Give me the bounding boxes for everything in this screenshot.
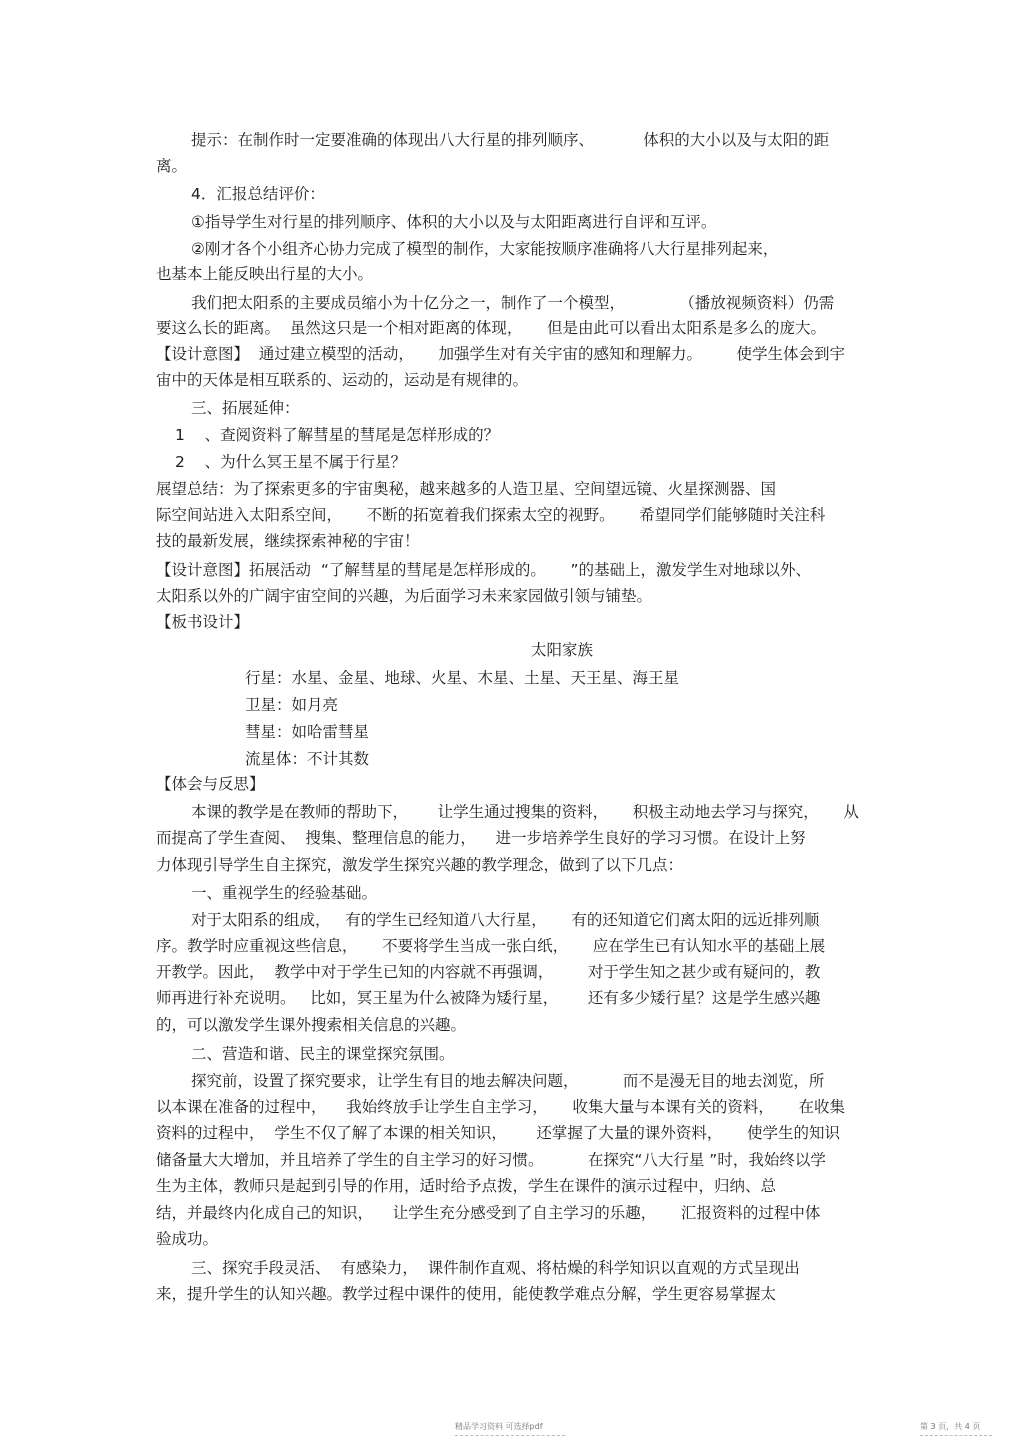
text-line: 1 、查阅资料了解彗星的彗尾是怎样形成的？ xyxy=(175,426,500,444)
text-line: 际空间站进入太阳系空间， 不断的拓宽着我们探索太空的视野。 希望同学们能够随时关注科 xyxy=(156,506,826,524)
text-line: 验成功。 xyxy=(156,1230,219,1248)
board-line: 流星体：不计其数 xyxy=(245,750,370,768)
footer-divider xyxy=(455,1435,565,1436)
text-line: 也基本上能反映出行星的大小。 xyxy=(156,265,374,283)
board-line: 卫星：如月亮 xyxy=(245,696,339,714)
text-line: 结，并最终内化成自己的知识， 让学生充分感受到了自主学习的乐趣， 汇报资料的过程中体 xyxy=(156,1204,821,1222)
text-line: 2 、为什么冥王星不属于行星？ xyxy=(175,453,407,471)
text-line: 三、拓展延伸： xyxy=(191,399,300,417)
section-heading: 【体会与反思】 xyxy=(156,775,265,793)
text-line: 【设计意图】拓展活动 “了解彗星的彗尾是怎样形成的。 ”的基础上，激发学生对地球以外、 xyxy=(156,561,812,579)
text-line: 本课的教学是在教师的帮助下， 让学生通过搜集的资料， 积极主动地去学习与探究， 从 xyxy=(191,803,859,821)
text-line: 我们把太阳系的主要成员缩小为十亿分之一，制作了一个模型， （播放视频资料）仍需 xyxy=(191,294,835,312)
footer-page-number: 第 3 页，共 4 页 xyxy=(920,1422,981,1431)
board-title: 太阳家族 xyxy=(530,641,593,659)
text-line: 生为主体，教师只是起到引导的作用，适时给予点拨，学生在课件的演示过程中，归纳、总 xyxy=(156,1177,777,1195)
text-line: 展望总结：为了探索更多的宇宙奥秘，越来越多的人造卫星、空间望远镜、火星探测器、国 xyxy=(156,480,777,498)
text-line: ①指导学生对行星的排列顺序、体积的大小以及与太阳距离进行自评和互评。 xyxy=(191,213,717,231)
text-line: 宙中的天体是相互联系的、运动的，运动是有规律的。 xyxy=(156,371,529,389)
text-line: 离。 xyxy=(156,157,188,175)
text-line: 技的最新发展，继续探索神秘的宇宙！ xyxy=(156,532,420,550)
text-line: 的，可以激发学生课外搜索相关信息的兴趣。 xyxy=(156,1016,467,1034)
text-line: 来，提升学生的认知兴趣。教学过程中课件的使用，能使教学难点分解，学生更容易掌握太 xyxy=(156,1285,777,1303)
text-line: 【设计意图】 通过建立模型的活动， 加强学生对有关宇宙的感知和理解力。 使学生体会到宇 xyxy=(156,345,845,363)
text-line: 探究前，设置了探究要求，让学生有目的地去解决问题， 而不是漫无目的地去浏览，所 xyxy=(191,1072,825,1090)
text-line: 力体现引导学生自主探究，激发学生探究兴趣的教学理念，做到了以下几点： xyxy=(156,856,684,874)
text-line: ②刚才各个小组齐心协力完成了模型的制作，大家能按顺序准确将八大行星排列起来， xyxy=(191,240,779,258)
text-line: 而提高了学生查阅、 搜集、整理信息的能力， 进一步培养学生良好的学习习惯。在设计上努 xyxy=(156,829,806,847)
text-line: 对于太阳系的组成， 有的学生已经知道八大行星， 有的还知道它们离太阳的远近排列顺 xyxy=(191,911,820,929)
text-line: 要这么长的距离。 虽然这只是一个相对距离的体现， 但是由此可以看出太阳系是多么的庞大。 xyxy=(156,319,826,337)
text-line: 一、重视学生的经验基础。 xyxy=(191,884,378,902)
text-line: 序。教学时应重视这些信息， 不要将学生当成一张白纸， 应在学生已有认知水平的基础上展 xyxy=(156,937,826,955)
text-line: 二、营造和谐、民主的课堂探究氛围。 xyxy=(191,1045,455,1063)
section-heading: 【板书设计】 xyxy=(156,613,250,631)
board-line: 行星：水星、金星、地球、火星、木星、土星、天王星、海王星 xyxy=(245,669,680,687)
text-line: 师再进行补充说明。 比如，冥王星为什么被降为矮行星， 还有多少矮行星？这是学生感兴趣 xyxy=(156,989,821,1007)
text-line: 以本课在准备的过程中， 我始终放手让学生自主学习， 收集大量与本课有关的资料， 在收集 xyxy=(156,1098,845,1116)
text-line: 资料的过程中， 学生不仅了解了本课的相关知识， 还掌握了大量的课外资料， 使学生的知识 xyxy=(156,1124,841,1142)
text-line: 提示：在制作时一定要准确的体现出八大行星的排列顺序、 体积的大小以及与太阳的距 xyxy=(191,131,830,149)
footer-left: 精品学习资料 可选择pdf xyxy=(455,1422,543,1431)
text-line: 太阳系以外的广阔宇宙空间的兴趣，为后面学习未来家园做引领与铺垫。 xyxy=(156,587,653,605)
board-line: 彗星：如哈雷彗星 xyxy=(245,723,370,741)
text-line: 开教学。因此， 教学中对于学生已知的内容就不再强调， 对于学生知之甚少或有疑问的，教 xyxy=(156,963,821,981)
text-line: 储备量大大增加，并且培养了学生的自主学习的好习惯。 在探究“八大行星 ”时，我始终以学 xyxy=(156,1151,826,1169)
footer-divider xyxy=(920,1435,992,1436)
text-line: 三、探究手段灵活、 有感染力， 课件制作直观、将枯燥的科学知识以直观的方式呈现出 xyxy=(191,1259,800,1277)
text-line: 4．汇报总结评价： xyxy=(191,185,325,203)
